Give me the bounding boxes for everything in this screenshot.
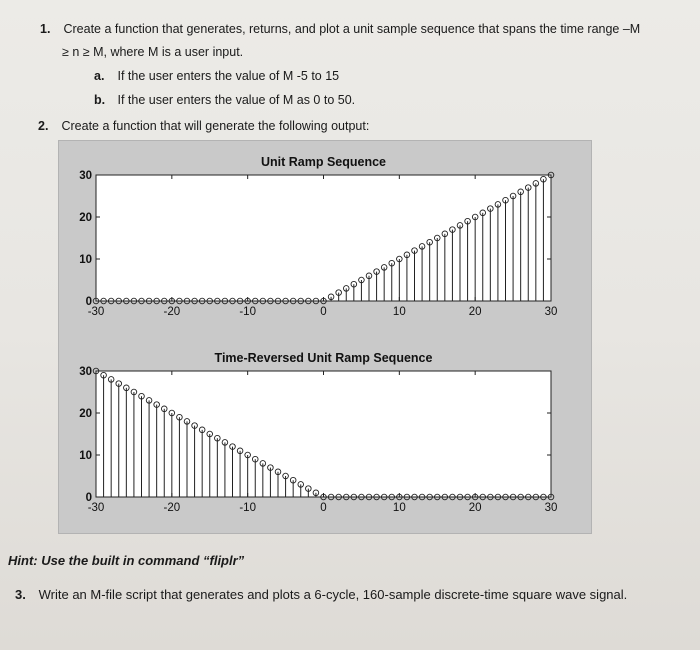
y-tick-label: 30 bbox=[79, 366, 92, 378]
x-tick-label: 10 bbox=[392, 306, 406, 318]
y-tick-label: 0 bbox=[85, 492, 92, 504]
question-1 bbox=[40, 22, 640, 36]
y-tick-label: 0 bbox=[85, 296, 92, 308]
reversed-ramp-chart bbox=[59, 337, 591, 533]
x-tick-label: 0 bbox=[320, 306, 327, 318]
matlab-figure bbox=[58, 140, 592, 534]
question-1-text-line1: Create a function that generates, returns, and plot a unit sample sequence that spans the time range –M bbox=[63, 22, 641, 36]
x-tick-label: -10 bbox=[239, 306, 256, 318]
chart-title: Time-Reversed Unit Ramp Sequence bbox=[214, 351, 433, 365]
x-tick-label: 0 bbox=[320, 502, 327, 514]
x-tick-label: -20 bbox=[163, 306, 181, 318]
question-1-number: 1. bbox=[40, 22, 51, 36]
x-tick-label: -20 bbox=[163, 502, 181, 514]
question-1a bbox=[94, 69, 339, 83]
question-2-text: Create a function that will generate the following output: bbox=[61, 119, 370, 133]
x-tick-label: 30 bbox=[544, 306, 558, 318]
x-tick-label: 30 bbox=[544, 502, 558, 514]
y-tick-label: 20 bbox=[79, 212, 92, 224]
x-tick-label: -30 bbox=[87, 306, 105, 318]
question-3-text: Write an M-file script that generates and plots a 6-cycle, 160-sample discrete-time square wave signal. bbox=[38, 587, 628, 602]
y-tick-label: 10 bbox=[79, 254, 92, 266]
question-2-number: 2. bbox=[38, 119, 49, 133]
y-tick-label: 10 bbox=[79, 450, 92, 462]
x-tick-label: 20 bbox=[468, 502, 482, 514]
question-1-text-line2: ≥ n ≥ M, where M is a user input. bbox=[62, 45, 244, 59]
y-tick-label: 30 bbox=[79, 170, 92, 182]
question-3-number: 3. bbox=[15, 587, 26, 602]
x-tick-label: -10 bbox=[239, 502, 256, 514]
question-1a-text: If the user enters the value of M -5 to 15 bbox=[117, 69, 340, 83]
x-tick-label: 10 bbox=[392, 502, 406, 514]
chart-title: Unit Ramp Sequence bbox=[260, 155, 387, 169]
question-1b bbox=[94, 93, 355, 107]
question-1a-label: a. bbox=[94, 69, 105, 83]
y-tick-label: 20 bbox=[79, 408, 92, 420]
x-tick-label: -30 bbox=[87, 502, 105, 514]
question-2 bbox=[38, 119, 369, 133]
unit-ramp-chart bbox=[59, 141, 591, 337]
question-1b-label: b. bbox=[94, 93, 106, 107]
question-3 bbox=[15, 587, 627, 602]
hint-text: Hint: Use the built in command “fliplr” bbox=[8, 553, 245, 568]
x-tick-label: 20 bbox=[468, 306, 482, 318]
question-1b-text: If the user enters the value of M as 0 to 50. bbox=[117, 93, 356, 107]
